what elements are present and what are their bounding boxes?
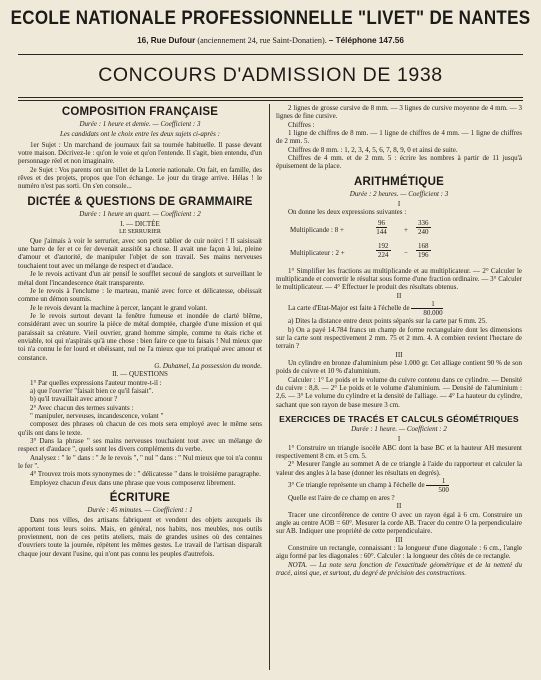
scale-numerator: 1 [411, 300, 442, 309]
fraction-numerator: 336 [418, 218, 429, 227]
question-4b: Employez chacun d'eux dans une phrase que vous composerez librement. [30, 478, 236, 487]
question-1a: a) que l'ouvrier "faisait bien ce qu'il faisait". [30, 386, 154, 395]
school-address [0, 36, 541, 45]
section-title-dictee: DICTÉE & QUESTIONS DE GRAMMAIRE [27, 195, 253, 208]
address-old: (anciennement 24, rue Saint-Donatien). [197, 36, 327, 45]
fraction-denominator: 144 [376, 227, 387, 236]
geo-question-4: Tracer une circonférence de centre O avec un rayon égal à 6 cm. Construire un angle au centre AOB = 60°. Mesurer la corde AB. Tracer du centre O la perpendiculaire sur AB. Indiquer une propriété de cette perpendiculaire. [276, 510, 522, 536]
title-rule [18, 97, 523, 98]
scale-fraction [411, 300, 442, 317]
alu-text: Un cylindre en bronze d'aluminium pèse 1.000 gr. Cet alliage contient 90 % de son poids de cuivre et 10 % d'aluminium. [276, 358, 522, 376]
questions-heading: II. — QUESTIONS [112, 370, 168, 379]
dictee-paragraph: Que j'aimais à voir le serrurier, avec son petit tablier de cuir noirci ! Il saisissait une barre de fer et ce fer devenait aussitôt sa chose. Il avait une façon à lui, pleine d'amour et d'autorité, de manipuler l'objet de son travail. Ses mains nerveuses touchaient tout avec un mélange de respect et d'audace. [18, 236, 262, 270]
arith-part-II: II [396, 291, 402, 300]
fraction [376, 219, 387, 236]
column-divider [269, 104, 270, 670]
carte-text: La carte d'Etat-Major est faite à l'échelle de [288, 304, 410, 313]
scale-denominator: 500 [438, 486, 449, 494]
question-4: 4° Trouvez trois mots synonymes de : " délicatesse " dans le troisième paragraphe. [30, 470, 261, 479]
question-2-instructions: composez des phrases où chacun de ces mots sera employé avec le même sens qu'ils ont dans le texte. [18, 420, 262, 437]
arith-expressions [276, 219, 522, 265]
question-2-words: " manipuler, nerveuses, incandescence, volant " [30, 412, 164, 420]
address-street: 16, Rue Dufour [137, 36, 196, 45]
scale-denominator: 80.000 [423, 309, 443, 318]
ecriture-text: Dans nos villes, des artisans fabriquent et vendent des objets auxquels ils apportent tous leurs soins. Mais, en général, nos habits, nos meubles, nos outils proviennent, non de ces petits ateliers, mais de grandes usines où des centaines d'ouvriers toute la journée, répètent les mêmes gestes. Le travail de l'artisan disparaît chaque jour devant l'usine, qui n'ont pas connu les peuples d'autrefois. [18, 516, 262, 558]
ecriture-lines: 2 lignes de grosse cursive de 8 mm. — 3 lignes de cursive moyenne de 4 mm. — 3 lignes de fine cursive. [276, 104, 522, 121]
dictee-author: G. Duhamel, La possession du monde. [154, 361, 262, 370]
chiffres-line-2: Chiffres de 8 mm. : 1, 2, 3, 4, 5, 6, 7, 8, 9, 0 et ainsi de suite. [288, 145, 458, 154]
fraction-numerator: 192 [378, 241, 389, 250]
arith-question-I: 1° Simplifier les fractions au multiplicande et au multiplicateur. — 2° Calculer le multiplicande et convertir le résultat sous forme d'une fraction ordinaire. — 3° Calculer le multiplicateur. — 4° Effectuer le produit des résultats obtenus. [276, 266, 522, 292]
arith-part-III: III [395, 350, 403, 359]
ecriture-duration: Durée : 45 minutes. — Coefficient : 1 [87, 506, 193, 515]
alu-question: Calculer : 1° Le poids et le volume du cuivre contenu dans ce cylindre. — Densité du cuivre : 8,8. — 2° Le poids et le volume d'aluminium. — Densité de l'aluminium : 2,6. — 3° Le volume du cylindre et la densité de l'alliage. — 4° La hauteur du cylindre, sachant que son rayon de base mesure 3 cm. [276, 375, 522, 409]
dictee-duration: Durée : 1 heure un quart. — Coefficient : 2 [79, 209, 201, 218]
section-title-composition: COMPOSITION FRANÇAISE [61, 106, 219, 118]
page-title: CONCOURS D'ADMISSION DE 1938 [98, 64, 443, 86]
arithmetique-duration: Durée : 2 heures. — Coefficient : 3 [349, 189, 449, 198]
geo-question-2: 2° Mesurer l'angle au sommet A de ce triangle à l'aide du rapporteur et calculer la valeur des angles à la base (donner les résultats en degrés). [276, 460, 522, 477]
chiffres-label: Chiffres : [288, 120, 315, 129]
right-column [276, 104, 522, 577]
question-3b: Analysez : " le " dans : " Je le revois ", " nul " dans : " Nul mieux que toi n'a connu le fer ". [18, 453, 262, 471]
multiplicande-label: Multiplicande : 8 + [290, 225, 344, 234]
geo-question-3-text: 3° Ce triangle représente un champ à l'échelle de [288, 481, 425, 490]
carte-question-b: b) On a payé 14.784 francs un champ de forme rectangulaire dont les dimensions sur la carte sont respectivement 2 mm. 75 et 2 mm. 4. A combien revient l'hectare de terrain ? [276, 325, 522, 351]
arith-part-I: I [397, 200, 401, 209]
composition-note: Les candidats ont le choix entre les deux sujets ci-après : [60, 130, 220, 139]
fraction-denominator: 196 [418, 250, 429, 259]
fraction [376, 242, 391, 259]
composition-duration: Durée : 1 heure et demie. — Coefficient : 3 [79, 120, 201, 128]
question-1b: b) qu'il travaillait avec amour ? [30, 395, 118, 404]
chiffres-line-3: Chiffres de 4 mm. et de 2 mm. 5 : écrire les nombres à partir de 11 jusqu'à épuisement de la place. [276, 154, 522, 171]
fraction-numerator: 96 [378, 218, 385, 227]
dictee-paragraph: Je le revois surtout devant la fenêtre fumeuse et inondée de clarté blême, considérant avec un sourire la pièce de métal domptée, chargée d'une mission et qui paraissait sa créature. Vieil ouvrier, grand homme simple, comme tu étais riche et enviable, toi qui n'aspirais qu'à une chose : bien faire ce que tu faisais ! Nul mieux que toi n'a connu le fer lourd et obéissant, nul ne l'a mieux que toi pratiqué avec amour et constance. [18, 311, 262, 362]
title-rule-2 [18, 100, 523, 101]
carte-scale [276, 300, 522, 317]
geo-question-3b: Quelle est l'aire de ce champ en ares ? [288, 494, 395, 502]
dictee-paragraph: Je le revois activant d'un air pensif le soufflet secoué de sanglots et surveillant le métal dont l'incandescence était transparente. [18, 270, 262, 287]
school-name: ECOLE NATIONALE PROFESSIONNELLE "LIVET" DE NANTES [10, 6, 531, 29]
carte-question-a: a) Dites la distance entre deux points séparés sur la carte par 6 mm. 25. [288, 317, 488, 326]
scale-numerator: 1 [426, 477, 449, 486]
phone-number: – Téléphone 147.56 [328, 36, 404, 45]
composition-subject-1: 1er Sujet : Un marchand de journaux fait sa tournée habituelle. Il passe devant votre maison. Décrivez-le : qu'on le voie et qu'on l'entende. Il s'agit, bien entendu, d'un personnage réel et non imaginaire. [18, 140, 262, 166]
question-1: 1° Par quelles expressions l'auteur montre-t-il : [30, 378, 162, 387]
fraction [416, 242, 431, 259]
geo-part-II: II [396, 502, 402, 511]
dictee-paragraph: Je le revois à l'enclume : le marteau, manié avec force et délicatesse, obéissait comme un démon soumis. [18, 286, 262, 304]
header-rule [18, 54, 523, 55]
dictee-part-heading: I. — DICTÉE [120, 220, 160, 229]
chiffres-line-1: 1 ligne de chiffres de 8 mm. — 1 ligne de chiffres de 4 mm. — 1 ligne de chiffres de 2 mm. 5. [276, 129, 522, 146]
fraction-numerator: 168 [418, 241, 429, 250]
fraction-denominator: 224 [378, 250, 389, 259]
geometrie-duration: Durée : 1 heure. — Coefficient : 2 [351, 424, 447, 433]
geo-part-III: III [395, 535, 403, 544]
plus-sign: + [404, 225, 408, 234]
geo-question-5: Construire un rectangle, connaissant : la longueur d'une diagonale : 6 cm., l'angle aigu formé par les diagonales : 60°. Calculer : la longueur des côtés de ce rectangle. [276, 544, 522, 561]
multiplicateur-label: Multiplicateur : 2 + [290, 248, 345, 257]
dictee-text-title: LE SERRURIER [119, 229, 161, 236]
question-3: 3° Dans la phrase " ses mains nerveuses touchaient tout avec un mélange de respect et d'audace ", quels sont les divers compléments du verbe. [18, 437, 262, 454]
minus-sign: − [404, 248, 408, 257]
section-title-geometrie: EXERCICES DE TRACÉS ET CALCULS GÉOMÉTRIQUES [279, 413, 519, 424]
question-2: 2° Avec chacun des termes suivants : [30, 403, 134, 412]
arith-intro: On donne les deux expressions suivantes : [288, 208, 407, 217]
fraction-denominator: 240 [418, 227, 429, 236]
section-title-arithmetique: ARITHMÉTIQUE [354, 175, 444, 188]
geo-part-I: I [397, 435, 401, 444]
dictee-paragraph: Je le revois devant la machine à percer, lançant le grand volant. [30, 303, 208, 312]
geo-question-1: 1° Construire un triangle isocèle ABC dont la base BC et la hauteur AH mesurent respectivement 8 cm. et 5 cm. 5. [276, 443, 522, 460]
composition-subject-2: 2e Sujet : Vos parents ont un billet de la Loterie nationale. On fait, en famille, des rêves et des projets, propos que l'on échange. Le jour du tirage arrive. Hélas ! le numéro n'est pas sorti. On s'en console... [18, 165, 262, 191]
scale-fraction [426, 477, 449, 494]
fraction [416, 219, 431, 236]
section-title-ecriture: ÉCRITURE [109, 492, 171, 505]
left-column [18, 104, 262, 558]
geo-note: NOTA. — La note sera fonction de l'exactitude géométrique et de la netteté du tracé, ainsi que, et surtout, du degré de précision des constructions. [276, 560, 522, 578]
geo-question-3 [276, 477, 522, 494]
